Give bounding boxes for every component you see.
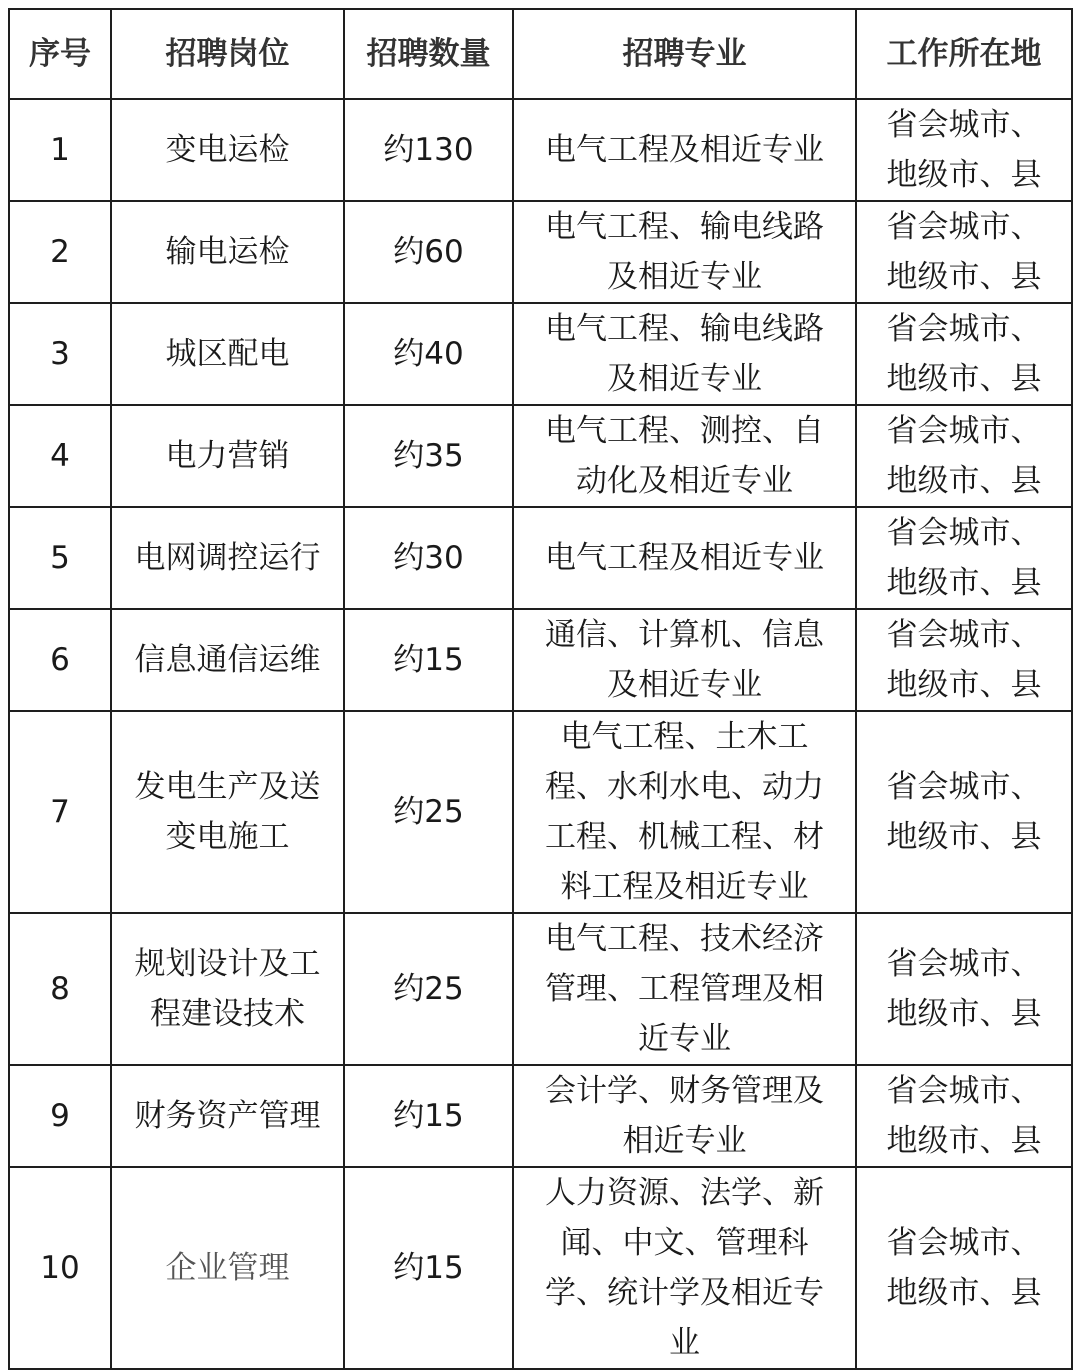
cell-line: 省会城市、 xyxy=(886,617,1042,653)
cell-line: 变电施工 xyxy=(165,819,290,855)
cell-location xyxy=(856,99,1072,201)
cell-seq: 1 xyxy=(9,99,111,201)
cell-position xyxy=(111,303,344,405)
cell-line: 电气工程及相近专业 xyxy=(545,132,824,168)
cell-line: 及相近专业 xyxy=(607,361,762,397)
header-count: 招聘数量 xyxy=(344,9,513,99)
cell-location xyxy=(856,913,1072,1065)
cell-major xyxy=(513,913,856,1065)
cell-line: 地级市、县 xyxy=(886,667,1042,703)
cell-location xyxy=(856,1065,1072,1167)
cell-line: 电气工程、输电线路 xyxy=(545,209,824,245)
cell-line: 地级市、县 xyxy=(886,819,1042,855)
cell-line: 省会城市、 xyxy=(886,1073,1042,1109)
cell-line: 电气工程、输电线路 xyxy=(545,311,824,347)
cell-position xyxy=(111,201,344,303)
cell-line: 省会城市、 xyxy=(886,1225,1042,1261)
cell-position xyxy=(111,507,344,609)
cell-major xyxy=(513,609,856,711)
cell-major xyxy=(513,711,856,913)
cell-location xyxy=(856,711,1072,913)
cell-line: 输电运检 xyxy=(165,234,290,270)
cell-line: 地级市、县 xyxy=(886,996,1042,1032)
cell-line: 省会城市、 xyxy=(886,946,1042,982)
cell-line: 地级市、县 xyxy=(886,157,1042,193)
cell-major xyxy=(513,201,856,303)
cell-seq: 8 xyxy=(9,913,111,1065)
table-row xyxy=(9,609,1072,711)
cell-line: 电力营销 xyxy=(165,438,290,474)
cell-line: 通信、计算机、信息 xyxy=(545,617,824,653)
cell-count: 约40 xyxy=(344,303,513,405)
cell-location xyxy=(856,405,1072,507)
cell-line: 省会城市、 xyxy=(886,769,1042,805)
cell-count: 约25 xyxy=(344,711,513,913)
table-row xyxy=(9,405,1072,507)
cell-location xyxy=(856,507,1072,609)
cell-line: 工程、机械工程、材 xyxy=(545,819,824,855)
cell-line: 地级市、县 xyxy=(886,1275,1042,1311)
cell-line: 程、水利水电、动力 xyxy=(545,769,824,805)
cell-line: 省会城市、 xyxy=(886,311,1042,347)
cell-seq: 3 xyxy=(9,303,111,405)
table-row xyxy=(9,711,1072,913)
cell-location xyxy=(856,1167,1072,1369)
cell-line: 地级市、县 xyxy=(886,361,1042,397)
cell-line: 省会城市、 xyxy=(886,515,1042,551)
cell-major xyxy=(513,1167,856,1369)
cell-line: 电气工程及相近专业 xyxy=(545,540,824,576)
cell-line: 电网调控运行 xyxy=(134,540,321,576)
cell-line: 电气工程、测控、自 xyxy=(545,413,824,449)
cell-line: 规划设计及工 xyxy=(134,946,321,982)
header-major: 招聘专业 xyxy=(513,9,856,99)
cell-line: 企业管理 xyxy=(165,1250,290,1286)
cell-line: 发电生产及送 xyxy=(134,769,321,805)
table-row xyxy=(9,1065,1072,1167)
cell-line: 相近专业 xyxy=(622,1123,747,1159)
cell-line: 程建设技术 xyxy=(150,996,305,1032)
header-position: 招聘岗位 xyxy=(111,9,344,99)
cell-count: 约60 xyxy=(344,201,513,303)
cell-line: 业 xyxy=(669,1325,700,1361)
cell-seq: 6 xyxy=(9,609,111,711)
cell-line: 会计学、财务管理及 xyxy=(545,1073,824,1109)
cell-line: 地级市、县 xyxy=(886,463,1042,499)
cell-line: 及相近专业 xyxy=(607,259,762,295)
cell-line: 省会城市、 xyxy=(886,209,1042,245)
cell-line: 学、统计学及相近专 xyxy=(545,1275,824,1311)
cell-line: 近专业 xyxy=(638,1021,731,1057)
cell-position xyxy=(111,609,344,711)
cell-count: 约15 xyxy=(344,1167,513,1369)
cell-major xyxy=(513,1065,856,1167)
cell-major xyxy=(513,303,856,405)
cell-line: 变电运检 xyxy=(165,132,290,168)
cell-line: 人力资源、法学、新 xyxy=(545,1175,824,1211)
header-row xyxy=(9,9,1072,99)
recruitment-table xyxy=(8,8,1073,1370)
cell-major xyxy=(513,507,856,609)
cell-position xyxy=(111,711,344,913)
cell-seq: 10 xyxy=(9,1167,111,1369)
cell-line: 电气工程、技术经济 xyxy=(545,921,824,957)
cell-count: 约30 xyxy=(344,507,513,609)
cell-line: 动化及相近专业 xyxy=(576,463,793,499)
cell-location xyxy=(856,201,1072,303)
cell-line: 信息通信运维 xyxy=(134,642,321,678)
header-location: 工作所在地 xyxy=(856,9,1072,99)
cell-position xyxy=(111,1065,344,1167)
cell-line: 料工程及相近专业 xyxy=(560,869,809,905)
cell-position xyxy=(111,1167,344,1369)
table-row xyxy=(9,507,1072,609)
cell-location xyxy=(856,609,1072,711)
cell-count: 约130 xyxy=(344,99,513,201)
cell-line: 闻、中文、管理科 xyxy=(560,1225,809,1261)
cell-count: 约25 xyxy=(344,913,513,1065)
cell-line: 地级市、县 xyxy=(886,1123,1042,1159)
table-row xyxy=(9,1167,1072,1369)
cell-position xyxy=(111,99,344,201)
cell-seq: 9 xyxy=(9,1065,111,1167)
cell-line: 地级市、县 xyxy=(886,565,1042,601)
cell-location xyxy=(856,303,1072,405)
cell-line: 管理、工程管理及相 xyxy=(545,971,824,1007)
cell-seq: 4 xyxy=(9,405,111,507)
cell-line: 地级市、县 xyxy=(886,259,1042,295)
cell-seq: 5 xyxy=(9,507,111,609)
cell-major xyxy=(513,405,856,507)
cell-count: 约15 xyxy=(344,1065,513,1167)
cell-seq: 7 xyxy=(9,711,111,913)
cell-seq: 2 xyxy=(9,201,111,303)
cell-line: 城区配电 xyxy=(165,336,290,372)
cell-position xyxy=(111,913,344,1065)
table-row xyxy=(9,913,1072,1065)
table-row xyxy=(9,201,1072,303)
cell-major xyxy=(513,99,856,201)
cell-line: 及相近专业 xyxy=(607,667,762,703)
cell-count: 约15 xyxy=(344,609,513,711)
cell-position xyxy=(111,405,344,507)
table-row xyxy=(9,99,1072,201)
cell-count: 约35 xyxy=(344,405,513,507)
cell-line: 电气工程、土木工 xyxy=(560,719,809,755)
cell-line: 财务资产管理 xyxy=(134,1098,321,1134)
cell-line: 省会城市、 xyxy=(886,107,1042,143)
cell-line: 省会城市、 xyxy=(886,413,1042,449)
table-row xyxy=(9,303,1072,405)
header-seq: 序号 xyxy=(9,9,111,99)
